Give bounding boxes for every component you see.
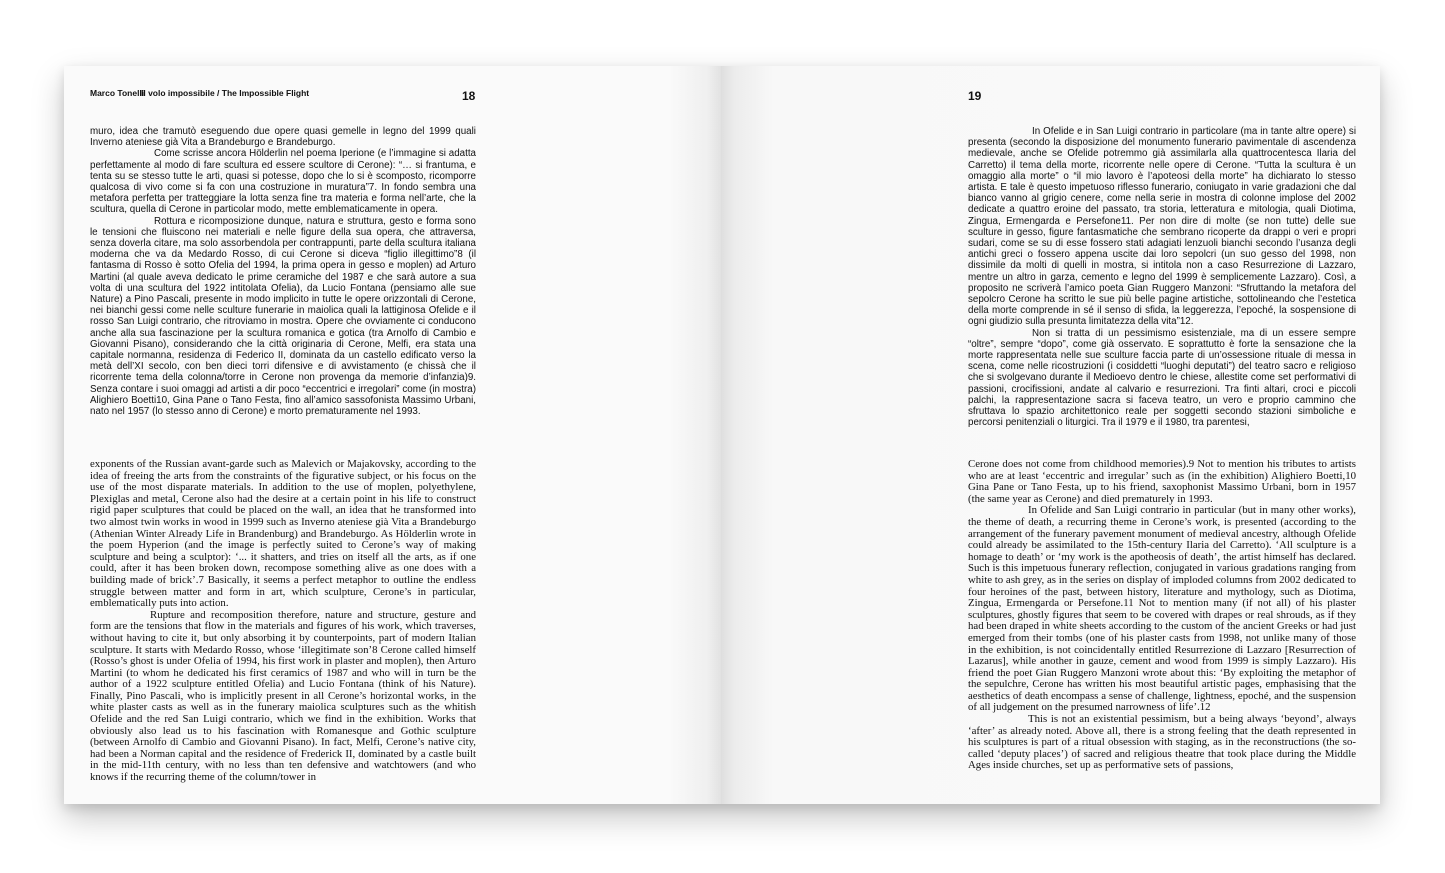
left-page xyxy=(64,66,721,804)
paragraph: In Ofelide and San Luigi contrario in particular (but in many other works), the theme of death, a recurring theme in Cerone’s work, is presented (according to the arrangement of the funerary pavement monument of medieval ancestry, although Ofelide could already be assimilated to the 15th-century Ilaria del Carretto). ‘All sculpture is a homage to death’ or ‘my work is the apotheosis of death’, the artist himself has declared. Such is this impetuous funerary reflection, conjugated in various gradations ranging from white to ash grey, as in the series on display of imploded columns from 2002 dedicated to four heroines of the past, between history, literature and mythology, such as Diotima, Zingua, Ermengarda or Persefone.11 Not to mention many (if not all) of his plaster sculptures, ghostly figures that seem to be covered with drapes or real shrouds, as if they had been draped in white sheets according to the custom of the ancient Greeks or had just emerged from their tombs (one of his plaster casts from 1998, not unlike many of those in the exhibition, is not coincidentally entitled Resurrezione di Lazzaro [Resurrection of Lazarus], while another in gauze, cement and wood from 1999 is simply Lazzaro). His friend the poet Gian Ruggero Manzoni wrote about this: ‘By exploiting the metaphor of the sepulchre, Cerone has written his most beautiful artistic pages, emphasising that the aesthetics of death encompass a sense of challenge, lightness, epoché, and the suspension of all judgement on the presumed narrowness of life’.12 xyxy=(968,504,1356,714)
paragraph: Non si tratta di un pessimismo esistenziale, ma di un essere sempre “oltre”, sempre “dopo”, come già osservato. E soprattutto è forte la sensazione che la morte rappresentata nelle sue sculture faccia parte di un’ossessione rituale di messa in scena, come nelle ricostruzioni (i cosiddetti “luoghi deputati”) del teatro sacro e religioso che si svolgevano durante il Medioevo dentro le chiese, allestite come set performativi di passioni, crocifissioni, andate al calvario e resurrezioni. Tra finti altari, croci e piccoli palchi, la rappresentazione sacra si faceva teatro, un vero e proprio cammino che sfruttava lo spazio architettonico reale per soggetti secondo stazioni simboliche e percorsi penitenziali o liturgici. Tra il 1979 e il 1980, tra parentesi, xyxy=(968,327,1356,429)
paragraph: Come scrisse ancora Hölderlin nel poema Iperione (e l’immagine si adatta perfettamente al modo di fare scultura ed essere scultore di Cerone): “… si frantuma, e tenta su se stesso tutte le arti, quasi si potesse, dopo che lo si è scomposto, ricomporre qualcosa di vivo come si fa con una costruzione in muratura”7. In fondo sembra una metafora perfetta per tratteggiare la lotta senza fine tra materia e forma nell’arte, che la scultura, quella di Cerone in particolar modo, mette emblematicamente in opera. xyxy=(90,148,476,216)
page-number-left: 18 xyxy=(462,89,476,103)
paragraph: exponents of the Russian avant-garde such as Malevich or Majakovsky, according to the idea of freeing the arts from the constraints of the figurative subject, or his focus on the use of the most disparate materials. In addition to the use of moplen, polyethylene, Plexiglas and metal, Cerone also had the desire at a certain point in his life to construct rigid paper sculptures that could be placed on the wall, an idea that he transformed into two almost twin works in wood in 1999 such as Inverno ateniese già Vita a Brandeburgo (Athenian Winter Already Life in Brandenburg) and Brandeburgo. As Hölderlin wrote in the poem Hyperion (and the image is perfectly suited to Cerone’s way of making sculpture and being a sculptor): ‘... it shatters, and tries on itself all the arts, as if one could, after it has been broken down, recompose something alive as one does with a building made of brick’.7 Basically, it seems a perfect metaphor to outline the endless struggle between matter and form in art, which sculpture, Cerone’s in particular, emblematically puts into action. xyxy=(90,458,476,610)
book-spread xyxy=(64,66,1380,804)
paragraph: This is not an existential pessimism, but a being always ‘beyond’, always ‘after’ as already noted. Above all, there is a strong feeling that the death represented in his sculptures is part of a ritual obsession with staging, as in the reconstructions (the so-called ‘deputy places’) of sacred and religious theatre that took place during the Middle Ages inside churches, set up as performative sets of passions, xyxy=(968,713,1356,772)
author-name: Marco Tonelli xyxy=(90,88,145,98)
english-text-column xyxy=(968,459,1356,772)
paragraph: In Ofelide e in San Luigi contrario in particolare (ma in tante altre opere) si presenta (secondo la disposizione del monumento funerario pavimentale di ascendenza medievale, anche se Ofelide potremmo già assimilarla alla quattrocentesca Ilaria del Carretto) il tema della morte, ricorrente nelle opere di Cerone. “Tutta la scultura è un omaggio alla morte” o “il mio lavoro è l’apoteosi della morte” ha dichiarato lo stesso artista. E tale è questo impetuoso riflesso funerario, coniugato in varie gradazioni che dal bianco vanno al grigio cenere, come nella serie in mostra di colonne implose del 2002 dedicate a quattro eroine del passato, tra storia, letteratura e mitologia, quali Diotima, Zingua, Ermengarda e Persefone11. Per non dire di molte (se non tutte) delle sue sculture in gesso, figure fantasmatiche che sembrano ricoperte da drappi o veri e propri sudari, come se su di esse fossero stati adagiati lenzuoli bianchi secondo l’usanza degli antichi greci o fossero appena uscite dai loro sepolcri (un suo gesso del 1998, non dissimile da molti di quelli in mostra, si intitola non a caso Resurrezione di Lazzaro, mentre un altro in garza, cemento e legno del 1999 è semplicemente Lazzaro). Così, a proposito ne scriverà l’amico poeta Gian Ruggero Manzoni: “Sfruttando la metafora del sepolcro Cerone ha scritto le sue più belle pagine artistiche, sottolineando che l’estetica della morte comprende in sé il senso di sfida, la leggerezza, l’epoché, la sospensione di ogni giudizio sulla presunta limitatezza della vita”12. xyxy=(968,126,1356,328)
italian-text-column xyxy=(90,126,476,417)
page-number-right: 19 xyxy=(968,89,982,103)
paragraph: Rottura e ricomposizione dunque, natura e struttura, gesto e forma sono le tensioni che fluiscono nei materiali e nelle figure della sua opera, che attraversa, senza doverla citare, ma solo assorbendola per contrappunti, parte della scultura italiana moderna che va da Medardo Rosso, di cui Cerone si diceva “figlio illegittimo”8 (il fantasma di Rosso è sotto Ofelia del 1994, la prima opera in gesso e moplen) ad Arturo Martini (al quale aveva dedicato le prime ceramiche del 1987 e che sarà autore a sua volta di una scultura del 1922 intitolata Ofelia), da Lucio Fontana (pensiamo alle sue Nature) a Pino Pascali, presente in modo implicito in tutte le opere orizzontali di Cerone, nei bianchi gessi come nelle sculture funerarie in maiolica quali la lattiginosa Ofelide e il rosso San Luigi contrario, che ritroviamo in mostra. Opere che ovviamente ci conducono anche alla sua fascinazione per la scultura romanica e gotica (tra Arnolfo di Cambio e Giovanni Pisano), considerando che la città originaria di Cerone, Melfi, era stata una capitale normanna, residenza di Federico II, dominata da un castello edificato verso la metà dell’XI secolo, con ben dieci torri difensive e di avvistamento (e chissà che il ricorrente tema della colonna/torre in Cerone non provenga da memorie d’infanzia)9. Senza contare i suoi omaggi ad artisti a dir poco “eccentrici e irregolari” come (in mostra) Alighiero Boetti10, Gina Pane o Tano Festa, fino all’amico sassofonista Massimo Urbani, nato nel 1957 (lo stesso anno di Cerone) e morto prematuramente nel 1993. xyxy=(90,215,476,418)
running-title: Il volo impossibile / The Impossible Flight xyxy=(141,88,310,98)
english-text-column xyxy=(90,459,476,784)
italian-text-column xyxy=(968,126,1356,428)
paragraph: muro, idea che tramutò eseguendo due opere quasi gemelle in legno del 1999 quali Inverno ateniese già Vita a Brandeburgo e Brandeburgo. xyxy=(90,126,476,149)
paragraph: Rupture and recomposition therefore, nature and structure, gesture and form are the tensions that flow in the materials and figures of his work, which traverses, without having to cite it, but only absorbing it by counterpoints, part of modern Italian sculpture. It starts with Medardo Rosso, whose ‘illegitimate son’8 Cerone called himself (Rosso’s ghost is under Ofelia of 1994, his first work in plaster and moplen), then Arturo Martini (to whom he dedicated his first ceramics of 1987 and who will in turn be the author of a 1922 sculpture entitled Ofelia) and Lucio Fontana (think of his Nature). Finally, Pino Pascali, who is implicitly present in all Cerone’s horizontal works, in the white plaster casts as well as in the funerary maiolica sculptures such as the whitish Ofelide and the red San Luigi contrario, which we find in the exhibition. Works that obviously also lead us to his fascination with Romanesque and Gothic sculpture (between Arnolfo di Cambio and Giovanni Pisano). In fact, Melfi, Cerone’s native city, had been a Norman capital and the residence of Frederick II, dominated by a castle built in the mid-11th century, with no less than ten defensive and watchtowers (and who knows if the recurring theme of the column/tower in xyxy=(90,608,476,784)
right-page xyxy=(721,66,1380,804)
paragraph: Cerone does not come from childhood memories).9 Not to mention his tributes to artists who are at least ‘eccentric and irregular’ such as (in the exhibition) Alighiero Boetti,10 Gina Pane or Tano Festa, up to his friend, saxophonist Massimo Urbani, born in 1957 (the same year as Cerone) and died prematurely in 1993. xyxy=(968,458,1356,505)
